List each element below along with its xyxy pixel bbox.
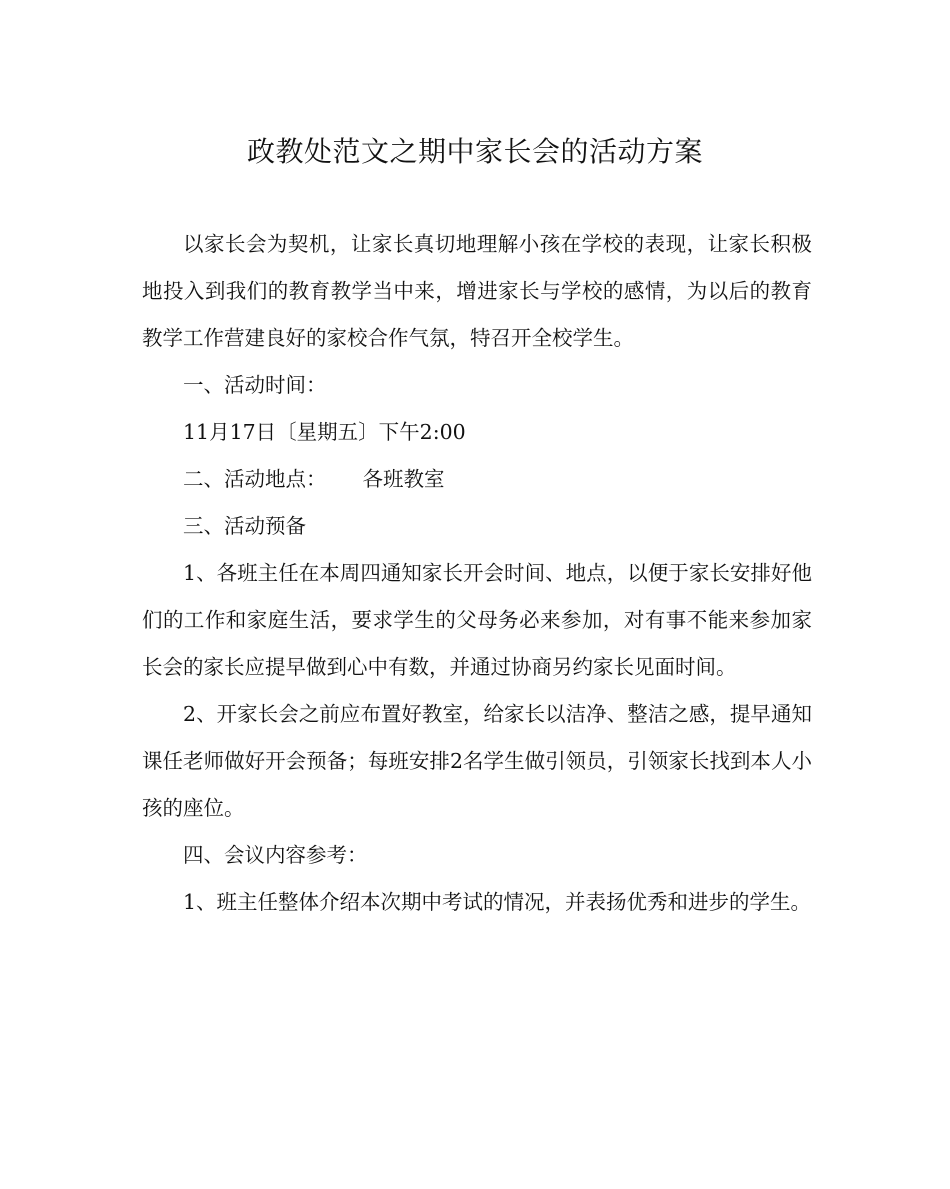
paragraph-content-1: 1、班主任整体介绍本次期中考试的情况，并表扬优秀和进步的学生。 (183, 890, 812, 914)
paragraph-preparation-1: 1、各班主任在本周四通知家长开会时间、地点，以便于家长安排好他们的工作和家庭生活，要求学生的父母务必来参加，对有事不能来参加家长会的家长应提早做到心中有数，并通过协商另约家长见面时间。 (142, 561, 812, 679)
heading-activity-time: 一、活动时间： (183, 373, 327, 397)
activity-place-value: 各班教室 (362, 467, 445, 491)
activity-place-line (142, 456, 812, 503)
activity-time-value: 11月17日〔星期五〕下午2:00 (183, 420, 466, 444)
document-body (142, 221, 812, 926)
heading-meeting-content: 四、会议内容参考： (183, 843, 368, 867)
heading-activity-preparation: 三、活动预备 (183, 514, 306, 538)
paragraph-intro: 以家长会为契机，让家长真切地理解小孩在学校的表现，让家长积极地投入到我们的教育教学当中来，增进家长与学校的感情，为以后的教育教学工作营建良好的家校合作气氛，特召开全校学生。 (142, 232, 812, 350)
document-title: 政教处范文之期中家长会的活动方案 (246, 135, 703, 168)
heading-activity-place: 二、活动地点： (183, 467, 327, 491)
paragraph-preparation-2: 2、开家长会之前应布置好教室，给家长以洁净、整洁之感，提早通知课任老师做好开会预备；每班安排2名学生做引领员，引领家长找到本人小孩的座位。 (142, 702, 812, 820)
